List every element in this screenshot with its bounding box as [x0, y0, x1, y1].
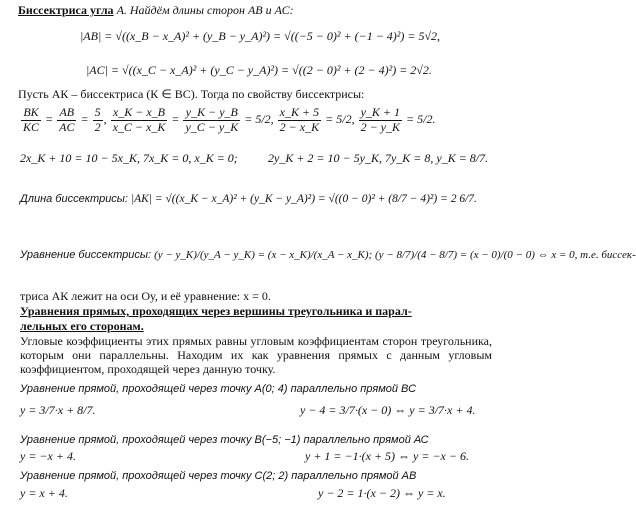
bisector-property-equation: $\frac{BK}{KC}$ = $\frac{AB}{AC}$ = $\frac{5}{2}$ , $\frac{x\_K - x\_B}{x\_C - x\_K}$ = $\frac{y\_K - y\_B}{y\_C - y\_K}$ = 5/2, $\frac{x\_K + 5}{2 - x\_K}$ = 5/2, $\frac{y\_K + 1}{2 - y\_K}$ = 5/2.: [23, 105, 436, 134]
lines-heading-1: Уравнения прямых, проходящих через вершины треугольника и парал-: [20, 304, 412, 318]
case-1-derivation: y − 4 = 3/7·(x − 0) ⇔ y = 3/7·x + 4.: [300, 403, 476, 417]
fraction-bk-kc: $\frac{BK}{KC}$: [23, 105, 40, 134]
case-3-derivation: y − 2 = 1·(x − 2) ⇔ y = x.: [318, 486, 446, 500]
bisector-length-line: [20, 192, 477, 206]
case-1-title: Уравнение прямой, проходящей через точку A(0; 4) параллельно прямой ВС: [20, 383, 417, 395]
bisector-equation-label: Уравнение биссектрисы:: [20, 249, 152, 261]
bisector-length-label: Длина биссектрисы:: [20, 193, 128, 205]
lines-paragraph: Угловые коэффициенты этих прямых равны угловым коэффициентам сторон треугольника, которым они параллельны. Находим их как уравнения прямых с данным угловым коэффициентом, проходящей через данную точку.: [20, 334, 492, 376]
case-2-title: Уравнение прямой, проходящей через точку В(−5; −1) параллельно прямой АС: [20, 434, 429, 446]
ab-length-formula: |AB| = √((x_B − x_A)² + (y_B − y_A)²) = √((−5 − 0)² + (−1 − 4)²) = 5√2,: [80, 29, 441, 43]
bisector-heading-rest: А. Найдём длины сторон АВ и АС:: [113, 3, 294, 17]
fraction-ab-ac: $\frac{AB}{AC}$: [59, 105, 75, 134]
bisector-length-formula: |AK| = √((x_K − x_A)² + (y_K − y_A)²) = √((0 − 0)² + (8/7 − 4)²) = 2 6/7.: [130, 193, 477, 205]
solve-x-equation: 2x_K + 10 = 10 − 5x_K, 7x_K = 0, x_K = 0;: [20, 151, 238, 165]
case-1-result: y = 3/7·x + 8/7.: [20, 403, 96, 417]
let-statement: Пусть АК – биссектриса (К ∈ ВС). Тогда по свойству биссектрисы:: [18, 87, 365, 101]
case-2-derivation: y + 1 = −1·(x + 5) ⇔ y = −x − 6.: [305, 449, 469, 463]
case-3-title: Уравнение прямой, проходящей через точку С(2; 2) параллельно прямой АВ: [20, 470, 417, 482]
fraction-x-ratio: $\frac{x\_K - x\_B}{x\_C - x\_K}$: [112, 105, 166, 134]
fraction-xk: $\frac{x\_K + 5}{2 - x\_K}$: [279, 105, 320, 134]
solve-y-equation: 2y_K + 2 = 10 − 5y_K, 7y_K = 8, y_K = 8/7.: [268, 151, 489, 165]
ac-length-formula: |AC| = √((x_C − x_A)² + (y_C − y_A)²) = √((2 − 0)² + (2 − 4)²) = 2√2.: [86, 63, 432, 77]
case-2-result: y = −x + 4.: [20, 449, 76, 463]
case-3-result: y = x + 4.: [20, 486, 68, 500]
fraction-y-ratio: $\frac{y\_K - y\_B}{y\_C - y\_K}$: [185, 105, 239, 134]
bisector-equation-line: [20, 248, 636, 262]
fraction-yk: $\frac{y\_K + 1}{2 - y\_K}$: [360, 105, 400, 134]
bisector-conclusion: триса АК лежит на оси Оу, и её уравнение: x = 0.: [20, 289, 271, 303]
bisector-heading: Биссектриса угла: [18, 3, 114, 17]
bisector-equation-formula: (y − y_K)/(y_A − y_K) = (x − x_K)/(x_A − x_K); (y − 8/7)/(4 − 8/7) = (x − 0)/(0 − 0) ⇔ x = 0, т.е. биссек-: [154, 249, 636, 261]
fraction-five-two: $\frac{5}{2}$: [94, 105, 101, 134]
bisector-heading-line: [18, 4, 294, 18]
lines-heading-2: лельных его сторонам.: [20, 319, 144, 333]
